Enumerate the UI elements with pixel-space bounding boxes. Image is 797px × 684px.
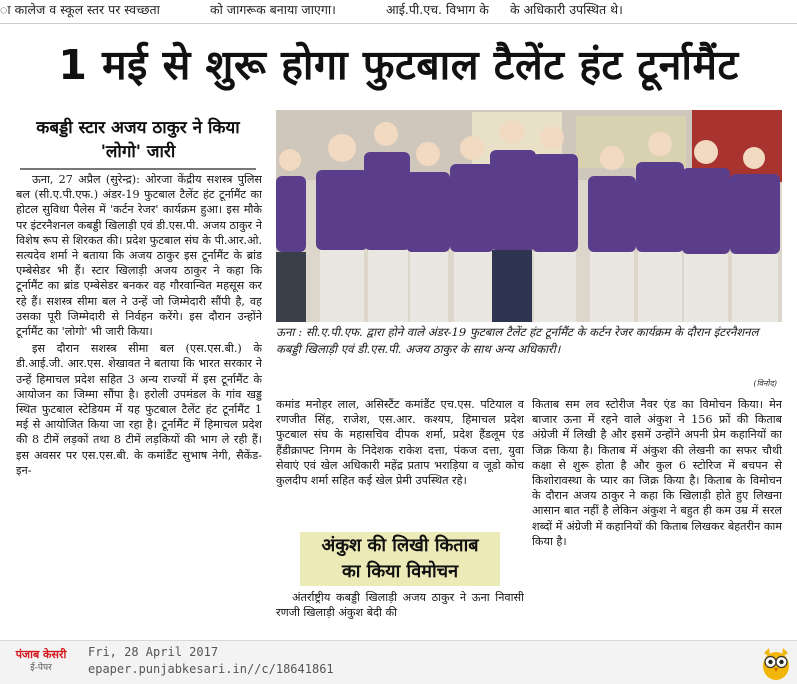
photo-credit: (विनोद) [753, 379, 777, 388]
secondary-headline-line: अंकुश की लिखी किताब [321, 535, 479, 556]
divider [20, 168, 256, 170]
article-column-1 [16, 172, 262, 620]
strip-text: के अधिकारी उपस्थित थे। [510, 2, 623, 17]
article-column-2 [276, 397, 524, 525]
epaper-url[interactable]: epaper.punjabkesari.in//c/18641861 [88, 662, 334, 676]
logo-subtext: ई-पेपर [30, 663, 52, 673]
article-paragraph: ऊना, 27 अप्रैल (सुरेन्द्र): ओरजा केंद्रीय सशस्त्र पुलिस बल (सी.ए.पी.एफ.) अंडर-19 फुटबाल टैलेंट हंट टूर्नामैंट का होटल सुविधा पैलेस में 'कर्टन रेजर' कार्यक्रम हुआ। इस मौके पर इंटरनैशनल कबड्डी खिलाड़ी एवं डी.एस.पी. अजय ठाकुर ने विशेष रूप से शिरकत की। प्रदेश फुटबाल संघ के पी.आर.ओ. सत्यदेव शर्मा ने बताया कि अजय ठाकुर इस टूर्नामैंट के ब्रांड एम्बेसेडर भी हैं। स्टार खिलाड़ी अजय ठाकुर ने कहा कि टूर्नामैंट का ब्रांड एम्बेसेडर बनकर वह गौरवान्वित महसूस कर रहे हैं। सशस्त्र सीमा बल ने उन्हें जो जिम्मेदारी सौंपी है, वह उसका पूरी जिम्मेदारी से निर्वहन करेंगे। इस दौरान उन्होंने टूर्नामैंट का 'लोगो' भी जारी किया। [16, 173, 262, 339]
article-column-3 [532, 397, 782, 625]
strip-text: ा कालेज व स्कूल स्तर पर स्वच्छता [0, 2, 160, 17]
strip-text: को जागरूक बनाया जाएगा। [210, 2, 336, 17]
article-column-2b [276, 590, 524, 636]
article-paragraph: किताब सम लव स्टोरीज नैवर एंड का विमोचन किया। मेन बाजार ऊना में रहने वाले अंकुश ने 156 फ्रों की किताब अंग्रेजी में लिखी है और इसमें उन्होंने अपनी प्रेम कहानियों का जिक्र किया है। किताब में अंकुश की लेखनी का सफर चौथी कक्षा से शुरू होता है और कुल 6 स्टोरिज में बचपन से किशोरावस्था के प्यार का जिक्र किया है। किताब के विमोचन के दौरान अजय ठाकुर ने कहा कि खिलाड़ी होते हुए लिखना आसान बात नहीं है लेकिन अंकुश ने बहुत ही कम उम्र में सरल शब्दों में अंग्रेजी में कहानियों की किताब लिखकर बेहतरीन काम किया है। [532, 398, 782, 548]
secondary-headline [300, 532, 500, 586]
news-photo [276, 110, 782, 322]
logo-text: पंजाब केसरी [15, 648, 67, 661]
article-paragraph: कमांड मनोहर लाल, असिस्टैंट कमांडैंट एच.एस. पटियाल व रणजीत सिंह, राजेश, एस.आर. कश्यप, हिमाचल प्रदेश फुटबाल संघ के महासचिव दीपक शर्मा, प्रदेश हैंडलूम एंड हैंडीक्राफ्ट निगम के निदेशक राकेश दत्ता, पंकज दत्ता, युवा सेवाएं एवं खेल अधिकारी महेंद्र प्रताप भराड़िया व जूडो कोच कुलदीप शर्मा सहित कई खेल प्रेमी उपस्थित रहे। [276, 398, 524, 488]
article-paragraph: अंतर्राष्ट्रीय कबड्डी खिलाड़ी अजय ठाकुर ने ऊना निवासी रणजी खिलाड़ी अंकुश बेदी की [276, 591, 524, 620]
owl-icon [760, 645, 792, 681]
previous-story-strip [0, 0, 797, 24]
group-photo-illustration [276, 110, 782, 322]
sub-headline: कबड्डी स्टार अजय ठाकुर ने किया 'लोगो' जारी [36, 118, 240, 162]
main-headline: 1 मई से शुरू होगा फुटबाल टैलेंट हंट टूर्नामैंट [58, 41, 739, 89]
photo-caption: ऊना : सी.ए.पी.एफ. द्वारा होने वाले अंडर-19 फुटबाल टैलेंट हंट टूर्नामैंट के कर्टन रेजर कार्यक्रम के दौरान इंटरनैशनल कबड्डी खिलाड़ी एवं डी.एस.पी. अजय ठाकुर के साथ अन्य अधिकारी। [276, 325, 759, 356]
publish-date: Fri, 28 April 2017 [88, 645, 219, 659]
article-paragraph: इस दौरान सशस्त्र सीमा बल (एस.एस.बी.) के डी.आई.जी. आर.एस. शेखावत ने बताया कि भारत सरकार ने उन्हें हिमाचल प्रदेश सहित 3 अन्य राज्यों में इस टूर्नामैंट के आयोजन का जिम्मा सौंपा है। हरोली उपमंडल के गांव खड्ड स्थित फुटबाल स्टेडियम में यह फुटबाल टैलेंट हंट टूर्नामैंट 1 मई से आयोजित किया जा रहा है। टूर्नामैंट में हिमाचल प्रदेश की 8 टीमें लड़कों तथा 8 टीमें लड़कियों की भाग ले रही हैं। इस अवसर पर एस.एस.बी. के कमांडैंट सुभाष नेगी, सैकेंड-इन- [16, 342, 262, 477]
secondary-headline-line: का किया विमोचन [341, 561, 459, 582]
strip-text: आई.पी.एच. विभाग के [386, 2, 489, 17]
publisher-logo[interactable] [6, 648, 76, 678]
